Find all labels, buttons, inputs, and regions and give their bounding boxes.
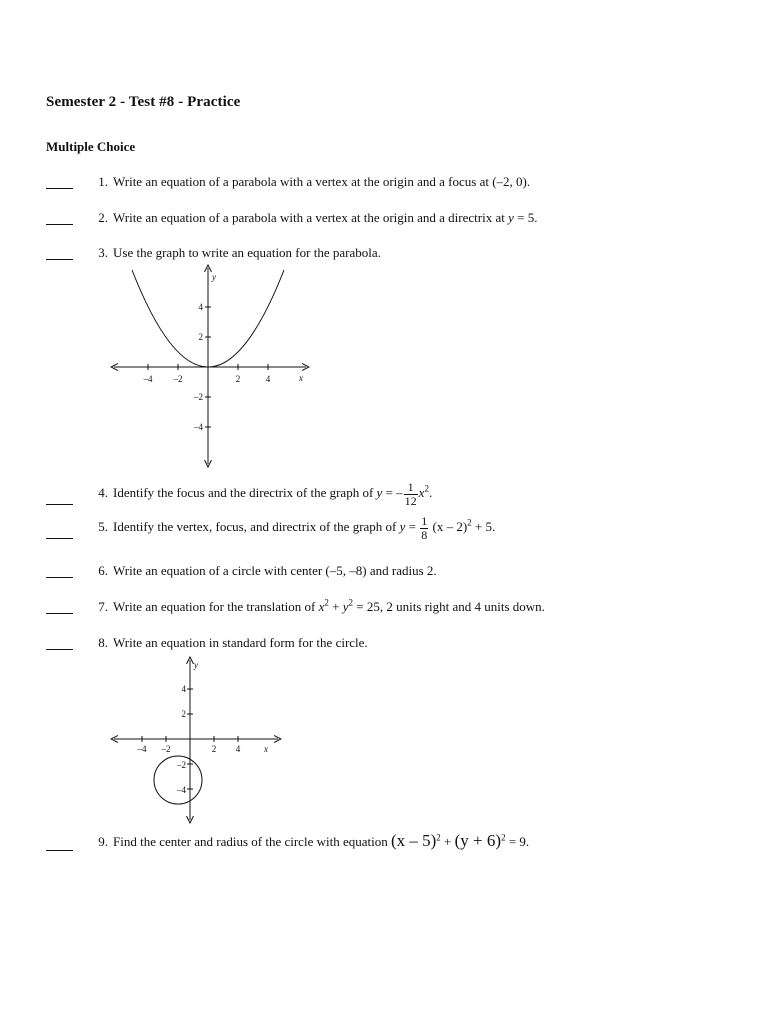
question-text: Identify the focus and the directrix of the graph of y = – $\frac{1}{12}$ $x^2$. <box>113 479 433 508</box>
question-text: Identify the vertex, focus, and directrix of the graph of y = $\frac{1}{8}$ (x – 2)$^2$ + 5. <box>113 513 496 542</box>
question-number: 8. <box>98 635 108 650</box>
question-number: 7. <box>98 599 108 614</box>
question-text: Write an equation in standard form for the circle. <box>113 635 368 650</box>
fraction: $\frac{1}{12}$ <box>404 479 417 508</box>
x-tick-label: –4 <box>143 374 153 384</box>
y-tick-label: 2 <box>198 332 203 342</box>
y-tick-label: –4 <box>194 422 203 432</box>
answer-blank[interactable] <box>46 613 73 614</box>
y-tick-label: –4 <box>177 785 186 795</box>
x-tick-label: –4 <box>137 744 147 754</box>
question-text: Write an equation for the translation of $x^2 + y^2 = 25$, 2 units right and 4 units down. <box>113 597 545 614</box>
question-text: Find the center and radius of the circle with equation $(x - 5)^2 + (y + 6)^2 = 9$. <box>113 831 530 850</box>
y-axis-label: y <box>212 272 216 282</box>
x-tick-label: 2 <box>211 744 217 754</box>
y-tick-label: 2 <box>181 709 186 719</box>
answer-blank[interactable] <box>46 504 73 505</box>
question-number: 5. <box>98 519 108 534</box>
circle-graph <box>108 654 288 824</box>
answer-blank[interactable] <box>46 577 73 578</box>
question-text: Write an equation of a parabola with a vertex at the origin and a directrix at y = 5. <box>113 210 538 225</box>
fraction: $\frac{1}{8}$ <box>421 513 428 542</box>
question-number: 6. <box>98 563 108 578</box>
question-number: 9. <box>98 834 108 849</box>
question-text: Write an equation of a circle with center (–5, –8) and radius 2. <box>113 563 437 578</box>
answer-blank[interactable] <box>46 224 73 225</box>
parabola-graph <box>108 262 314 470</box>
page-title: Semester 2 - Test #8 - Practice <box>46 94 241 110</box>
x-tick-label: –2 <box>161 744 171 754</box>
y-axis-label: y <box>194 660 198 670</box>
y-tick-label: –2 <box>194 392 203 402</box>
x-tick-label: 2 <box>235 374 241 384</box>
y-tick-label: 4 <box>181 684 186 694</box>
x-axis-label: x <box>299 373 303 383</box>
x-tick-label: 4 <box>265 374 271 384</box>
section-heading: Multiple Choice <box>46 139 136 154</box>
y-tick-label: –2 <box>177 760 186 770</box>
x-tick-label: –2 <box>173 374 183 384</box>
answer-blank[interactable] <box>46 649 73 650</box>
answer-blank[interactable] <box>46 538 73 539</box>
y-tick-label: 4 <box>198 302 203 312</box>
question-text: Use the graph to write an equation for the parabola. <box>113 245 381 260</box>
question-number: 4. <box>98 485 108 500</box>
answer-blank[interactable] <box>46 850 73 851</box>
question-number: 2. <box>98 210 108 225</box>
question-text: Write an equation of a parabola with a vertex at the origin and a focus at (–2, 0). <box>113 174 531 189</box>
answer-blank[interactable] <box>46 259 73 260</box>
answer-blank[interactable] <box>46 188 73 189</box>
x-axis-label: x <box>264 744 268 754</box>
question-number: 1. <box>98 174 108 189</box>
x-tick-label: 4 <box>235 744 241 754</box>
question-number: 3. <box>98 245 108 260</box>
